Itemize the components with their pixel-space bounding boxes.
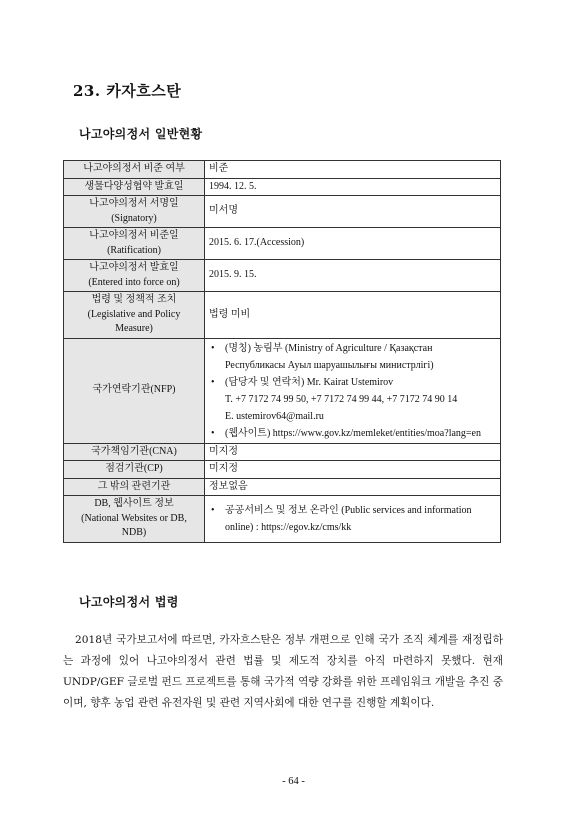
legislative-value: 법령 미비 [205, 292, 501, 339]
db-list [209, 502, 496, 536]
entry-into-force-label [64, 260, 205, 292]
db-website-label-en: (National Websites or DB, NDB) [81, 512, 187, 538]
ratify-value: 비준 [205, 161, 501, 179]
signatory-label-en: (Signatory) [111, 212, 157, 224]
signatory-label-ko: 나고야의정서 서명일 [89, 198, 179, 209]
table-row [64, 260, 501, 292]
legislative-label [64, 292, 205, 339]
table-row [64, 478, 501, 496]
nfp-name-line-2: Республикасы Ауыл шаруашылығы министрлігі) [225, 359, 434, 371]
nfp-contact-email: E. ustemirov64@mail.ru [225, 410, 324, 422]
nfp-list [209, 340, 496, 442]
page-number: - 64 - [282, 776, 305, 787]
table-row [64, 338, 501, 443]
nfp-website: • (웹사이트) https://www.gov.kz/memleket/entities/moa?lang=en [225, 427, 481, 439]
nfp-contact-line-1: • (담당자 및 연락처) Mr. Kairat Ustemirov [225, 376, 394, 388]
db-website-label [64, 496, 205, 543]
ratification-label [64, 228, 205, 260]
legislative-label-en-2: Measure) [115, 323, 153, 334]
list-item [209, 340, 496, 374]
legislative-label-ko: 법령 및 정책적 조치 [91, 294, 177, 305]
table-row [64, 443, 501, 461]
cna-label: 국가책임기관(CNA) [64, 443, 205, 461]
ratification-value: 2015. 6. 17.(Accession) [205, 228, 501, 260]
list-item [209, 502, 496, 536]
nfp-label: 국가연락기관(NFP) [64, 338, 205, 443]
db-website-line-1: • 공공서비스 및 정보 온라인 (Public services and information [225, 504, 472, 516]
list-item [209, 374, 496, 425]
table-row [64, 292, 501, 339]
subtitle-general-status: 나고야의정서 일반현황 [79, 127, 203, 141]
cna-value: 미지정 [205, 443, 501, 461]
protocol-status-table [63, 160, 501, 543]
ratification-label-en: (Ratification) [107, 244, 161, 256]
cp-value: 미지정 [205, 461, 501, 479]
table-row [64, 161, 501, 179]
table-row [64, 461, 501, 479]
db-website-value [205, 496, 501, 543]
legislative-label-en-1: (Legislative and Policy [87, 308, 181, 320]
body-paragraph: 2018년 국가보고서에 따르면, 카자흐스탄은 정부 개편으로 인해 국가 조직 체계를 재정립하는 과정에 있어 나고야의정서 관련 법률 및 제도적 장치를 아직 마련하지 못했다. 현재 UNDP/GEF 글로벌 펀드 프로젝트를 통해 국가적 역량 강화를 위한 프레임워크 개발을 추진 중이며, 향후 농업 관련 유전자원 및 관련 지역사회에 대한 연구를 진행할 계획이다. [63, 634, 503, 709]
ratify-label: 나고야의정서 비준 여부 [64, 161, 205, 179]
section-title: 23. 카자흐스탄 [73, 82, 182, 100]
signatory-label [64, 196, 205, 228]
table-row [64, 496, 501, 543]
entry-into-force-label-ko: 나고야의정서 발효일 [89, 262, 179, 273]
list-item [209, 425, 496, 442]
table-row [64, 228, 501, 260]
table-row [64, 196, 501, 228]
cp-label: 점검기관(CP) [64, 461, 205, 479]
ratification-label-ko: 나고야의정서 비준일 [89, 230, 179, 241]
subtitle-legislation: 나고야의정서 법령 [79, 595, 179, 609]
table-row [64, 178, 501, 196]
entry-into-force-label-en: (Entered into force on) [88, 276, 180, 288]
nfp-name-line-1: • (명칭) 농림부 (Ministry of Agriculture / Қазақстан [225, 342, 433, 354]
db-website-line-2: online) : https://egov.kz/cms/kk [225, 521, 352, 533]
cbd-value: 1994. 12. 5. [205, 178, 501, 196]
db-website-label-ko: DB, 웹사이트 정보 [94, 498, 174, 509]
nfp-value [205, 338, 501, 443]
signatory-value: 미서명 [205, 196, 501, 228]
nfp-contact-phone: T. +7 7172 74 99 50, +7 7172 74 99 44, +7 7172 74 90 14 [225, 393, 458, 405]
other-institutions-label: 그 밖의 관련기관 [64, 478, 205, 496]
other-institutions-value: 정보없음 [205, 478, 501, 496]
entry-into-force-value: 2015. 9. 15. [205, 260, 501, 292]
cbd-label: 생물다양성협약 발효일 [64, 178, 205, 196]
